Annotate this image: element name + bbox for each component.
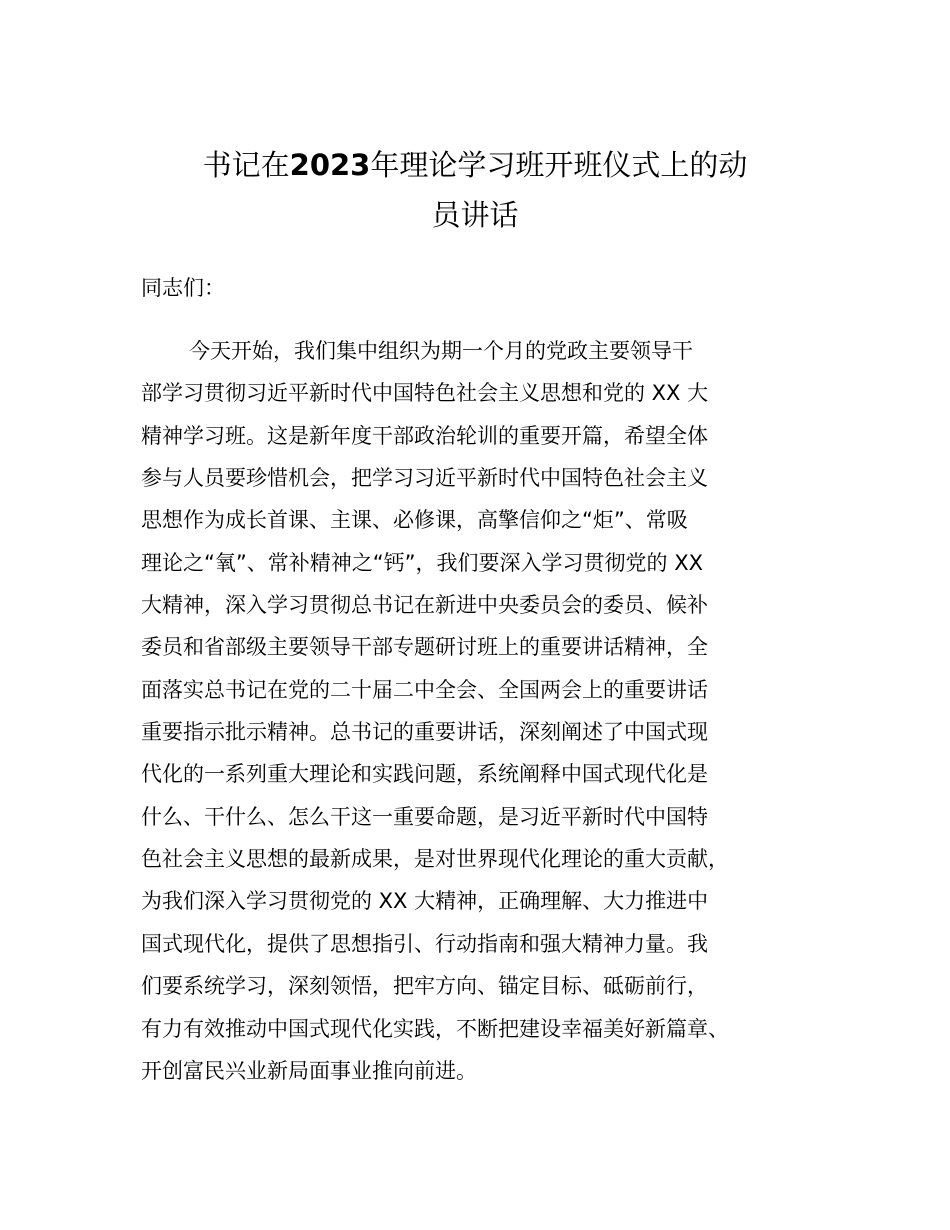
paragraph-line: 部学习贯彻习近平新时代中国特色社会主义思想和党的 XX 大 [141, 381, 709, 406]
body-paragraph [141, 330, 841, 1092]
paragraph-line: 为我们深入学习贯彻党的 XX 大精神，正确理解、大力推进中 [141, 889, 709, 914]
title-year: 2023 [289, 148, 371, 182]
paragraph-line: 国式现代化，提供了思想指引、行动指南和强大精神力量。我 [141, 931, 708, 956]
title-part1: 书记在 [202, 148, 290, 182]
paragraph-line: 色社会主义思想的最新成果，是对世界现代化理论的重大贡献， [141, 847, 729, 872]
paragraph-line: 开创富民兴业新局面事业推向前进。 [141, 1058, 477, 1083]
title-part2: 年理论学习班开班仪式上的动 [370, 148, 748, 182]
title-line2: 员讲话 [431, 198, 519, 232]
salutation: 同志们： [141, 276, 225, 300]
paragraph-line: 委员和省部级主要领导干部专题研讨班上的重要讲话精神，全 [141, 635, 708, 660]
paragraph-line: 们要系统学习，深刻领悟，把牢方向、锚定目标、砥砺前行， [141, 974, 708, 999]
paragraph-line: 精神学习班。这是新年度干部政治轮训的重要开篇，希望全体 [141, 423, 708, 448]
paragraph-line: 面落实总书记在党的二十届二中全会、全国两会上的重要讲话 [141, 677, 708, 702]
paragraph-line: 思想作为成长首课、主课、必修课，高擎信仰之“炬”、常吸 [141, 508, 688, 533]
paragraph-line: 大精神，深入学习贯彻总书记在新进中央委员会的委员、候补 [141, 593, 708, 618]
paragraph-line: 有力有效推动中国式现代化实践，不断把建设幸福美好新篇章、 [141, 1016, 729, 1041]
document-title [120, 140, 830, 240]
paragraph-line: 今天开始，我们集中组织为期一个月的党政主要领导干 [189, 339, 693, 363]
paragraph-line: 重要指示批示精神。总书记的重要讲话，深刻阐述了中国式现 [141, 720, 708, 745]
paragraph-line: 理论之“氧”、常补精神之“钙”，我们要深入学习贯彻党的 XX [141, 550, 703, 575]
paragraph-line: 什么、干什么、怎么干这一重要命题，是习近平新时代中国特 [141, 804, 708, 829]
paragraph-line: 代化的一系列重大理论和实践问题，系统阐释中国式现代化是 [141, 762, 708, 787]
paragraph-line: 参与人员要珍惜机会，把学习习近平新时代中国特色社会主义 [141, 466, 708, 491]
